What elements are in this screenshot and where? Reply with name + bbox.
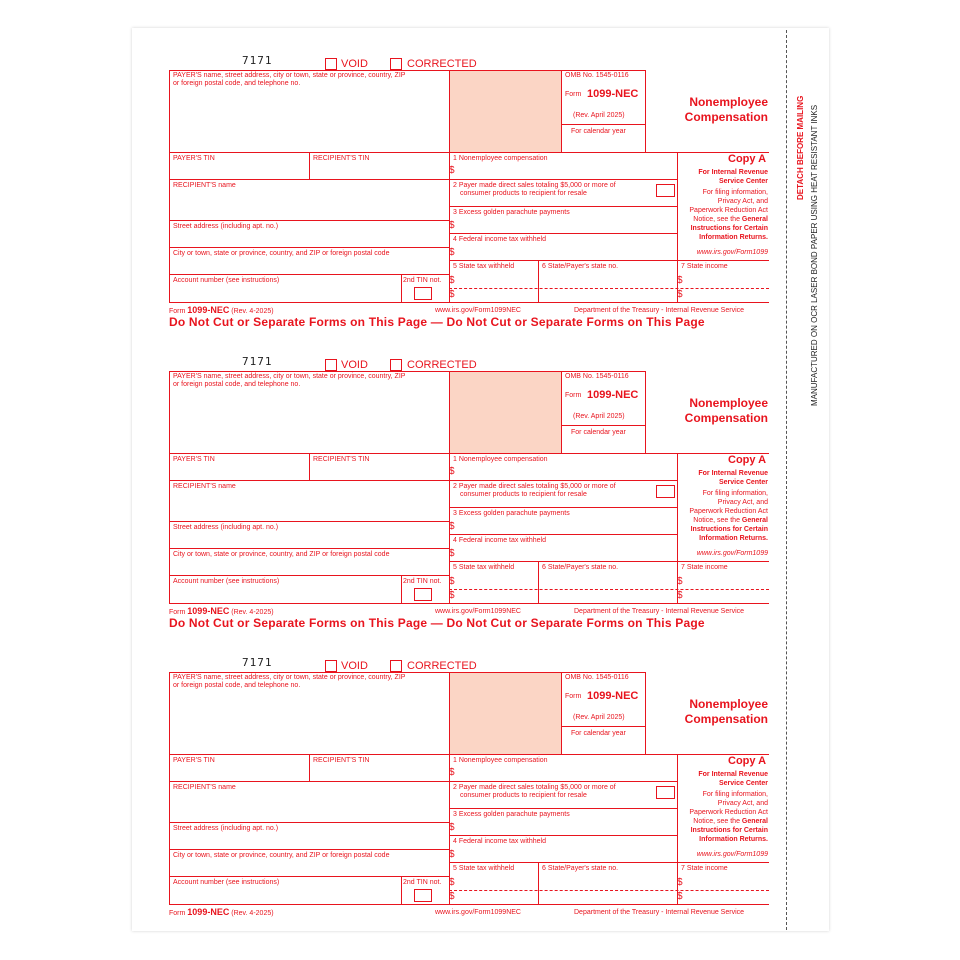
revision-date: (Rev. April 2025)	[573, 413, 625, 420]
box2-label-2: consumer products to recipient for resale	[460, 792, 587, 799]
title-line-1: Nonemployee	[689, 396, 768, 410]
box5-label: 5 State tax withheld	[453, 263, 515, 270]
corrected-label: CORRECTED	[407, 359, 477, 371]
box7-dollar-2: $	[677, 289, 683, 300]
box5-label: 5 State tax withheld	[453, 865, 515, 872]
box1-label: 1 Nonemployee compensation	[453, 757, 548, 764]
box7-label: 7 State income	[681, 865, 728, 872]
void-checkbox[interactable]	[325, 660, 337, 672]
shaded-area	[449, 70, 561, 152]
corrected-label: CORRECTED	[407, 58, 477, 70]
box3-dollar: $	[449, 822, 455, 833]
box2-label-2: consumer products to recipient for resale	[460, 190, 587, 197]
box6-label: 6 State/Payer's state no.	[542, 564, 619, 571]
box2-checkbox[interactable]	[656, 485, 675, 498]
void-checkbox[interactable]	[325, 359, 337, 371]
form-title	[652, 697, 768, 727]
footer-url: www.irs.gov/Form1099NEC	[435, 307, 521, 314]
form-name: 1099-NEC	[587, 690, 639, 702]
second-tin-label: 2nd TIN not.	[403, 879, 442, 886]
payer-tin-label: PAYER'S TIN	[173, 757, 215, 764]
shaded-area	[449, 371, 561, 453]
account-label: Account number (see instructions)	[173, 578, 280, 585]
payer-tin-label: PAYER'S TIN	[173, 456, 215, 463]
corrected-checkbox[interactable]	[390, 660, 402, 672]
perforation-line	[786, 30, 787, 930]
box2-checkbox[interactable]	[656, 184, 675, 197]
void-checkbox[interactable]	[325, 58, 337, 70]
recipient-tin-label: RECIPIENT'S TIN	[313, 757, 370, 764]
box7-label: 7 State income	[681, 564, 728, 571]
box6-label: 6 State/Payer's state no.	[542, 263, 619, 270]
box5-dollar-2: $	[449, 289, 455, 300]
form-code: 7171	[242, 355, 273, 368]
omb-number: OMB No. 1545-0116	[565, 72, 629, 79]
second-tin-label: 2nd TIN not.	[403, 277, 442, 284]
box3-label: 3 Excess golden parachute payments	[453, 811, 570, 818]
box3-dollar: $	[449, 521, 455, 532]
form-1099-nec-copy-3	[132, 657, 829, 958]
calendar-year: For calendar year	[571, 429, 626, 436]
account-label: Account number (see instructions)	[173, 277, 280, 284]
box4-dollar: $	[449, 247, 455, 258]
recipient-name-label: RECIPIENT'S name	[173, 784, 236, 791]
form-title	[652, 95, 768, 125]
box4-label: 4 Federal income tax withheld	[453, 236, 546, 243]
omb-number: OMB No. 1545-0116	[565, 373, 629, 380]
void-label: VOID	[341, 660, 368, 672]
revision-date: (Rev. April 2025)	[573, 112, 625, 119]
box1-dollar: $	[449, 165, 455, 176]
title-line-1: Nonemployee	[689, 697, 768, 711]
detach-notice: DETACH BEFORE MAILING	[796, 95, 805, 200]
box3-label: 3 Excess golden parachute payments	[453, 209, 570, 216]
second-tin-checkbox[interactable]	[414, 287, 432, 300]
city-label: City or town, state or province, country, and ZIP or foreign postal code	[173, 551, 390, 558]
recipient-name-label: RECIPIENT'S name	[173, 182, 236, 189]
void-label: VOID	[341, 359, 368, 371]
payer-tin-label: PAYER'S TIN	[173, 155, 215, 162]
payer-label: PAYER'S name, street address, city or town, state or province, country, ZIP	[173, 72, 406, 79]
box4-dollar: $	[449, 849, 455, 860]
city-label: City or town, state or province, country, and ZIP or foreign postal code	[173, 852, 390, 859]
calendar-year: For calendar year	[571, 730, 626, 737]
box2-label: 2 Payer made direct sales totaling $5,000 or more of	[453, 182, 616, 189]
form-word: Form	[565, 91, 582, 98]
footer-dept: Department of the Treasury - Internal Revenue Service	[574, 608, 745, 615]
corrected-checkbox[interactable]	[390, 359, 402, 371]
title-line-2: Compensation	[684, 110, 768, 124]
street-label: Street address (including apt. no.)	[173, 524, 279, 531]
box2-label: 2 Payer made direct sales totaling $5,000 or more of	[453, 784, 616, 791]
filing-info: For filing information, Privacy Act, and Paperwork Reduction Act Notice, see the General Instructions for Certain Information Returns.	[689, 490, 768, 542]
box6-label: 6 State/Payer's state no.	[542, 865, 619, 872]
box4-label: 4 Federal income tax withheld	[453, 537, 546, 544]
footer-form-id: Form 1099-NEC (Rev. 4-2025)	[169, 907, 274, 917]
recipient-name-label: RECIPIENT'S name	[173, 483, 236, 490]
irs-url-side: www.irs.gov/Form1099	[696, 851, 768, 858]
payer-label: PAYER'S name, street address, city or town, state or province, country, ZIP	[173, 373, 406, 380]
do-not-cut-warning: Do Not Cut or Separate Forms on This Page — Do Not Cut or Separate Forms on This Page	[169, 315, 705, 329]
box5-dollar-1: $	[449, 877, 455, 888]
form-word: Form	[565, 693, 582, 700]
box7-dollar-1: $	[677, 576, 683, 587]
corrected-label: CORRECTED	[407, 660, 477, 672]
title-line-1: Nonemployee	[689, 95, 768, 109]
revision-date: (Rev. April 2025)	[573, 714, 625, 721]
street-label: Street address (including apt. no.)	[173, 223, 279, 230]
irs-center: For Internal Revenue Service Center	[698, 771, 768, 787]
shaded-area	[449, 672, 561, 754]
form-word: Form	[565, 392, 582, 399]
irs-center: For Internal Revenue Service Center	[698, 470, 768, 486]
box1-label: 1 Nonemployee compensation	[453, 456, 548, 463]
form-1099-nec-copy-2	[132, 356, 829, 657]
box2-label: 2 Payer made direct sales totaling $5,000 or more of	[453, 483, 616, 490]
footer-url: www.irs.gov/Form1099NEC	[435, 608, 521, 615]
payer-label-2: or foreign postal code, and telephone no.	[173, 682, 301, 689]
form-name: 1099-NEC	[587, 389, 639, 401]
form-1099-nec-copy-1	[132, 55, 829, 356]
irs-center: For Internal Revenue Service Center	[698, 169, 768, 185]
box1-label: 1 Nonemployee compensation	[453, 155, 548, 162]
calendar-year: For calendar year	[571, 128, 626, 135]
footer-form-id: Form 1099-NEC (Rev. 4-2025)	[169, 606, 274, 616]
copy-a: Copy A	[728, 755, 767, 767]
second-tin-label: 2nd TIN not.	[403, 578, 442, 585]
payer-label-2: or foreign postal code, and telephone no.	[173, 80, 301, 87]
box4-dollar: $	[449, 548, 455, 559]
second-tin-checkbox[interactable]	[414, 588, 432, 601]
footer-form-id: Form 1099-NEC (Rev. 4-2025)	[169, 305, 274, 315]
void-label: VOID	[341, 58, 368, 70]
irs-url-side: www.irs.gov/Form1099	[696, 249, 768, 256]
box5-dollar-2: $	[449, 891, 455, 902]
street-label: Street address (including apt. no.)	[173, 825, 279, 832]
box5-dollar-2: $	[449, 590, 455, 601]
box3-label: 3 Excess golden parachute payments	[453, 510, 570, 517]
title-line-2: Compensation	[684, 712, 768, 726]
form-name: 1099-NEC	[587, 88, 639, 100]
copy-a: Copy A	[728, 454, 767, 466]
box4-label: 4 Federal income tax withheld	[453, 838, 546, 845]
box5-label: 5 State tax withheld	[453, 564, 515, 571]
filing-info: For filing information, Privacy Act, and Paperwork Reduction Act Notice, see the General Instructions for Certain Information Returns.	[689, 791, 768, 843]
footer-url: www.irs.gov/Form1099NEC	[435, 909, 521, 916]
box7-dollar-1: $	[677, 877, 683, 888]
box7-dollar-1: $	[677, 275, 683, 286]
copy-a: Copy A	[728, 153, 767, 165]
form-title	[652, 396, 768, 426]
recipient-tin-label: RECIPIENT'S TIN	[313, 456, 370, 463]
footer-dept: Department of the Treasury - Internal Revenue Service	[574, 909, 745, 916]
form-sheet	[132, 28, 829, 931]
payer-label: PAYER'S name, street address, city or town, state or province, country, ZIP	[173, 674, 406, 681]
payer-label-2: or foreign postal code, and telephone no.	[173, 381, 301, 388]
account-label: Account number (see instructions)	[173, 879, 280, 886]
box2-label-2: consumer products to recipient for resale	[460, 491, 587, 498]
corrected-checkbox[interactable]	[390, 58, 402, 70]
box3-dollar: $	[449, 220, 455, 231]
filing-info: For filing information, Privacy Act, and Paperwork Reduction Act Notice, see the General Instructions for Certain Information Returns.	[689, 189, 768, 241]
recipient-tin-label: RECIPIENT'S TIN	[313, 155, 370, 162]
box1-dollar: $	[449, 767, 455, 778]
omb-number: OMB No. 1545-0116	[565, 674, 629, 681]
box2-checkbox[interactable]	[656, 786, 675, 799]
footer-dept: Department of the Treasury - Internal Revenue Service	[574, 307, 745, 314]
title-line-2: Compensation	[684, 411, 768, 425]
manufacture-notice: MANUFACTURED ON OCR LASER BOND PAPER USING HEAT RESISTANT INKS	[810, 104, 819, 406]
box1-dollar: $	[449, 466, 455, 477]
irs-url-side: www.irs.gov/Form1099	[696, 550, 768, 557]
second-tin-checkbox[interactable]	[414, 889, 432, 902]
box5-dollar-1: $	[449, 275, 455, 286]
box7-dollar-2: $	[677, 891, 683, 902]
box5-dollar-1: $	[449, 576, 455, 587]
form-code: 7171	[242, 54, 273, 67]
city-label: City or town, state or province, country, and ZIP or foreign postal code	[173, 250, 390, 257]
form-code: 7171	[242, 656, 273, 669]
do-not-cut-warning: Do Not Cut or Separate Forms on This Page — Do Not Cut or Separate Forms on This Page	[169, 616, 705, 630]
box7-dollar-2: $	[677, 590, 683, 601]
box7-label: 7 State income	[681, 263, 728, 270]
